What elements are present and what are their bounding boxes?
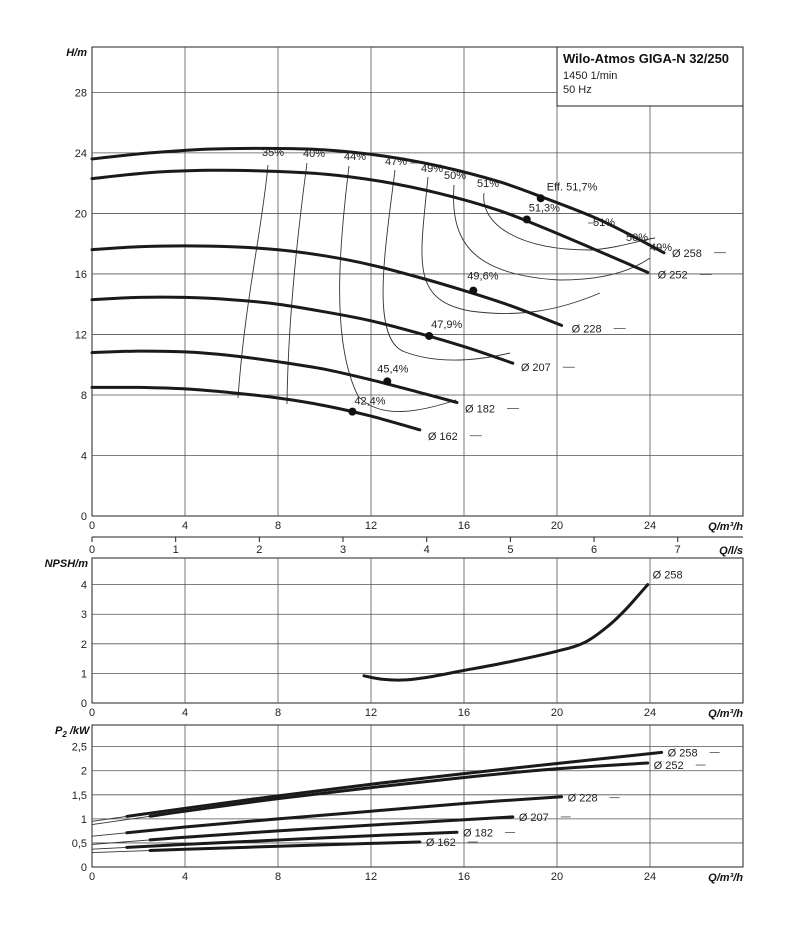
secondary-axis-tick-label: 1 [172, 544, 179, 556]
efficiency-contour-5 [422, 177, 600, 314]
head-x-tick-label: 20 [550, 520, 564, 532]
power-x-tick-label: 12 [364, 871, 378, 883]
power-curve-label-252: Ø 252 [653, 760, 684, 773]
npsh-x-tick-label: 24 [643, 707, 657, 719]
power-y-tick-label: 1 [80, 813, 87, 826]
secondary-axis-tick-label: 7 [674, 544, 681, 556]
power-x-tick-label: 0 [88, 871, 96, 883]
efficiency-label: 44% [343, 151, 367, 163]
head-curve-label-182: Ø 182 [465, 403, 495, 416]
npsh-curve-label-258: Ø 258 [652, 569, 683, 582]
npsh-y-tick-label: 1 [80, 668, 87, 681]
secondary-axis-tick-label: 0 [88, 544, 96, 556]
power-curve-label-258: Ø 258 [667, 747, 698, 760]
head-plot-frame [92, 47, 743, 516]
npsh-panel [45, 558, 744, 720]
power-y-tick-label: 2,5 [71, 741, 87, 754]
head-x-tick-label: 0 [88, 520, 96, 532]
npsh-y-axis-label: NPSH/m [44, 558, 88, 570]
power-y-tick-label: 1,5 [71, 789, 87, 802]
npsh-x-tick-label: 4 [181, 707, 189, 719]
chart-subtitle-line-1: 1450 1/min [563, 70, 618, 82]
head-curve-label-228: Ø 228 [571, 323, 602, 336]
npsh-x-tick-label: 12 [364, 707, 378, 719]
efficiency-label: 51% [476, 178, 500, 190]
efficiency-label: 49% [649, 242, 673, 254]
npsh-y-tick-label: 3 [80, 609, 87, 622]
power-curve-label-228: Ø 228 [567, 792, 598, 805]
head-y-tick-label: 0 [80, 511, 87, 523]
efficiency-label: 51% [592, 217, 616, 229]
efficiency-point-eff-51-7 [537, 194, 545, 202]
power-x-tick-label: 16 [457, 871, 471, 883]
efficiency-point-51-3 [523, 215, 531, 223]
efficiency-point-47-9 [425, 332, 433, 340]
head-x-axis-label: Q/m³/h [708, 521, 743, 533]
efficiency-label: 50% [443, 170, 467, 182]
npsh-x-tick-label: 16 [457, 707, 471, 719]
head-x-tick-label: 16 [457, 520, 471, 532]
chart-title: Wilo-Atmos GIGA-N 32/250 [563, 51, 730, 66]
efficiency-point-label: 47,9% [431, 318, 463, 331]
secondary-axis-tick-label: 2 [256, 544, 263, 556]
power-panel [55, 725, 743, 884]
power-curve-label-207: Ø 207 [518, 811, 549, 824]
efficiency-point-45-4 [383, 377, 391, 385]
npsh-x-tick-label: 20 [550, 707, 564, 719]
efficiency-label: 47% [384, 156, 408, 168]
power-y-axis-label: $P_2$ /kW [55, 725, 90, 739]
secondary-axis-tick-label: 5 [507, 544, 514, 556]
efficiency-point-label: Eff. 51,7% [546, 181, 598, 194]
head-x-tick-label: 24 [643, 520, 657, 532]
efficiency-point-label: 51,3% [528, 202, 560, 215]
head-y-tick-label: 20 [74, 208, 87, 221]
efficiency-label: 49% [420, 163, 444, 175]
head-curve-label-162: Ø 162 [427, 430, 458, 443]
power-x-axis-label: Q/m³/h [708, 872, 743, 884]
efficiency-label: 35% [261, 147, 285, 159]
head-y-axis-label: H/m [66, 47, 87, 59]
efficiency-label: 40% [302, 148, 326, 160]
npsh-x-tick-label: 8 [274, 707, 282, 719]
power-x-tick-label: 8 [274, 871, 282, 883]
secondary-axis-tick-label: 6 [590, 544, 598, 556]
head-y-tick-label: 8 [80, 389, 87, 402]
head-x-tick-label: 4 [181, 520, 189, 532]
efficiency-contour-1 [238, 165, 268, 398]
power-x-tick-label: 4 [181, 871, 189, 883]
head-curve-258 [92, 148, 664, 252]
head-y-tick-label: 28 [74, 87, 87, 100]
head-x-tick-label: 8 [274, 520, 282, 532]
head-curve-label-258: Ø 258 [671, 247, 702, 260]
secondary-flow-axis [89, 537, 743, 557]
power-y-tick-label: 0 [80, 862, 87, 874]
efficiency-point-49-6 [469, 287, 477, 295]
npsh-y-tick-label: 4 [80, 579, 87, 592]
chart-subtitle-line-2: 50 Hz [563, 84, 592, 96]
npsh-x-tick-label: 0 [88, 707, 96, 719]
head-curve-label-207: Ø 207 [520, 362, 551, 375]
head-curve-label-252: Ø 252 [657, 269, 688, 282]
secondary-axis-label: Q/l/s [719, 545, 743, 557]
power-y-tick-label: 2 [80, 765, 87, 778]
power-curve-label-162: Ø 162 [425, 836, 456, 849]
secondary-axis-tick-label: 4 [423, 544, 430, 556]
head-panel [66, 47, 743, 533]
efficiency-contour-2 [287, 163, 307, 404]
npsh-y-tick-label: 0 [80, 698, 87, 710]
power-x-tick-label: 24 [643, 871, 657, 883]
power-x-tick-label: 20 [550, 871, 564, 883]
npsh-plot-frame [92, 558, 743, 703]
head-y-tick-label: 24 [74, 147, 87, 160]
npsh-curve-258 [364, 585, 648, 680]
head-y-tick-label: 4 [80, 450, 87, 463]
npsh-x-axis-label: Q/m³/h [708, 708, 743, 720]
head-y-tick-label: 16 [74, 268, 87, 281]
head-x-tick-label: 12 [364, 520, 378, 532]
npsh-y-tick-label: 2 [80, 638, 87, 651]
efficiency-point-42-4 [348, 408, 356, 416]
efficiency-point-label: 42,4% [354, 395, 386, 408]
power-curve-label-182: Ø 182 [463, 827, 493, 840]
secondary-axis-tick-label: 3 [339, 544, 347, 556]
efficiency-point-label: 45,4% [377, 363, 409, 376]
efficiency-point-label: 49,6% [467, 270, 499, 283]
power-y-tick-label: 0,5 [71, 837, 87, 850]
head-y-tick-label: 12 [74, 329, 87, 342]
efficiency-label: 50% [625, 232, 649, 244]
